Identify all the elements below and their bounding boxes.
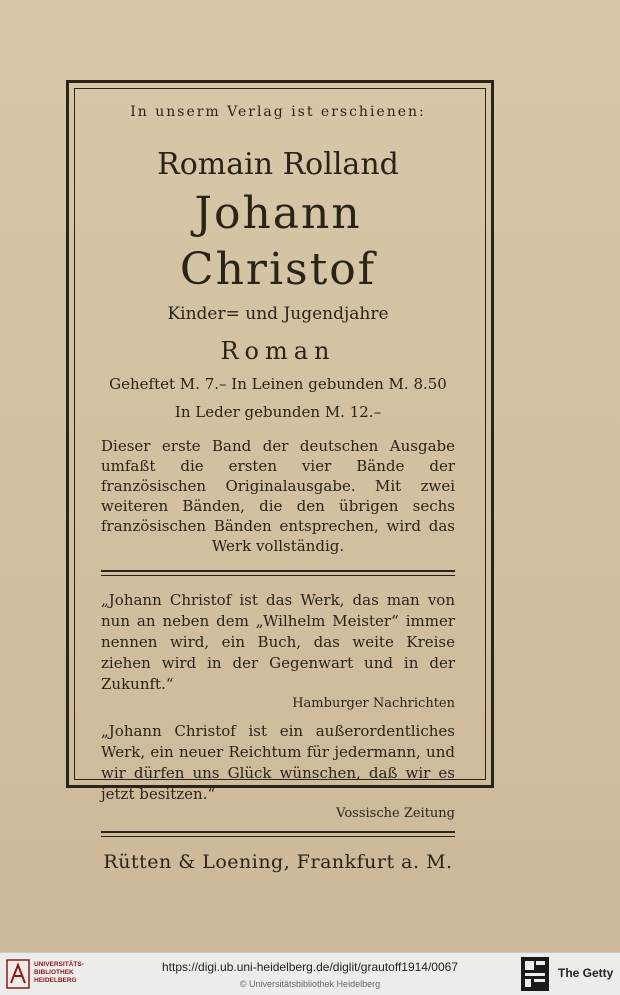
- author-name: Romain Rolland: [157, 147, 399, 182]
- viewer-footer: [0, 952, 620, 995]
- quote-2: „Johann Christof ist ein außerordentliches Werk, ein neuer Reichtum für jedermann, und wir dürfen uns Glück wünschen, daß wir es jetzt besitzen.“: [101, 722, 455, 803]
- book-description: Dieser erste Band der deutschen Ausgabe umfaßt die ersten vier Bände der französischen Originalausgabe. Mit zwei weiteren Bänden, die den übrigen sechs französischen Bänden entsprechen, wird das Werk vollständig.: [101, 437, 455, 555]
- price-line-2: In Leder gebunden M. 12.–: [174, 403, 382, 421]
- divider-bottom: [101, 831, 455, 837]
- announcement: In unserm Verlag ist erschienen:: [130, 104, 426, 120]
- ad-border: [66, 80, 494, 873]
- permalink-url[interactable]: https://digi.ub.uni-heidelberg.de/diglit/grautoff1914/0067: [162, 960, 458, 974]
- copyright-notice: © Universitätsbibliothek Heidelberg: [239, 979, 381, 989]
- publisher: Rütten & Loening, Frankfurt a. M.: [103, 851, 453, 873]
- quote-2-source: Vossische Zeitung: [336, 806, 455, 821]
- book-genre: Roman: [220, 337, 336, 365]
- quote-1: „Johann Christof ist das Werk, das man von nun an neben dem „Wilhelm Meister“ immer nennen wird, ein Buch, das weite Kreise ziehen wird in der Gegenwart und in der Zukunft.“: [101, 591, 455, 693]
- quote-1-source: Hamburger Nachrichten: [292, 696, 455, 711]
- price-line-1: Geheftet M. 7.– In Leinen gebunden M. 8.50: [109, 375, 447, 393]
- logo-text: UNIVERSITÄTS- BIBLIOTHEK HEIDELBERG: [34, 961, 84, 984]
- divider-top: [101, 570, 455, 576]
- book-subtitle: Kinder= und Jugendjahre: [167, 304, 389, 324]
- ad-content: [101, 98, 455, 873]
- book-title: Johann Christof: [179, 188, 377, 295]
- getty-label[interactable]: The Getty: [558, 966, 614, 980]
- getty-logo-icon[interactable]: [521, 957, 549, 991]
